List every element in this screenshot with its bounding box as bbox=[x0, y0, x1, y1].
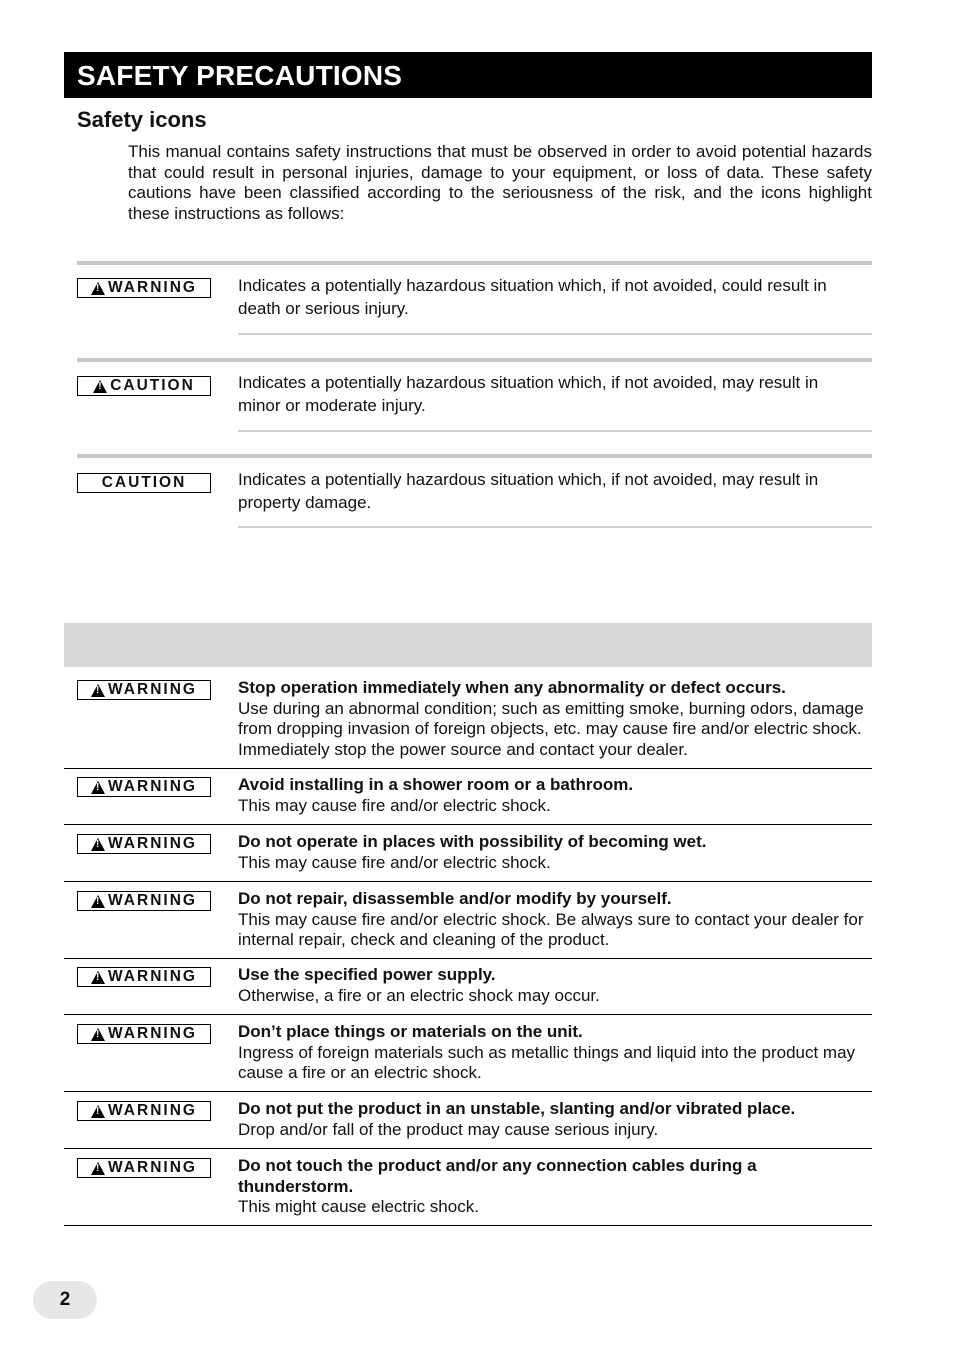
warning-item bbox=[238, 775, 874, 816]
definition-divider-bottom bbox=[238, 333, 872, 335]
warning-heading: Stop operation immediately when any abnormality or defect occurs. bbox=[238, 678, 786, 697]
label-text: WARNING bbox=[108, 835, 197, 852]
warning-body: Otherwise, a fire or an electric shock may occur. bbox=[238, 985, 600, 1005]
warning-heading: Do not operate in places with possibility of becoming wet. bbox=[238, 832, 707, 851]
page-number: 2 bbox=[59, 1289, 71, 1310]
warning-label bbox=[77, 1158, 211, 1178]
warning-label bbox=[77, 777, 211, 797]
section-heading-safety-icons: Safety icons bbox=[77, 107, 207, 132]
row-divider bbox=[64, 958, 872, 959]
label-text: WARNING bbox=[108, 681, 197, 698]
warning-triangle-icon bbox=[91, 282, 105, 295]
warning-label bbox=[77, 834, 211, 854]
warning-item bbox=[238, 889, 874, 951]
warning-triangle-icon bbox=[91, 781, 105, 794]
intro-paragraph: This manual contains safety instructions that must be observed in order to avoid potential hazards that could result in personal injuries, damage to your equipment, or loss of data. These safety cautions have been classified according to the seriousness of the risk, and the icons highlight these instructions as follows: bbox=[128, 142, 872, 223]
warning-item bbox=[238, 832, 874, 873]
warning-body: Ingress of foreign materials such as metallic things and liquid into the product may cause a fire or an electric shock. bbox=[238, 1042, 856, 1082]
warning-item bbox=[238, 678, 874, 760]
warning-triangle-icon bbox=[91, 1105, 105, 1118]
page-number-badge bbox=[33, 1281, 97, 1319]
warning-body: Drop and/or fall of the product may cause serious injury. bbox=[238, 1119, 659, 1139]
warning-label bbox=[77, 680, 211, 700]
warning-triangle-icon bbox=[91, 971, 105, 984]
definition-text-warning: Indicates a potentially hazardous situation which, if not avoided, could result in death or serious injury. bbox=[238, 276, 827, 318]
warning-label bbox=[77, 1101, 211, 1121]
warning-label bbox=[77, 1024, 211, 1044]
label-text: WARNING bbox=[108, 1102, 197, 1119]
definition-divider-top bbox=[77, 358, 872, 362]
caution-label bbox=[77, 376, 211, 396]
warning-label bbox=[77, 278, 211, 298]
warning-heading: Avoid installing in a shower room or a bathroom. bbox=[238, 775, 634, 794]
page-title: SAFETY PRECAUTIONS bbox=[77, 60, 403, 91]
warning-body: Use during an abnormal condition; such as emitting smoke, burning odors, damage from dropping invasion of foreign objects, etc. may cause fire and/or electric shock. Immediately stop the power source and contact your dealer. bbox=[238, 698, 864, 759]
warning-label bbox=[77, 891, 211, 911]
row-divider bbox=[64, 824, 872, 825]
warning-item bbox=[238, 965, 874, 1006]
warning-body: This may cause fire and/or electric shock. bbox=[238, 795, 551, 815]
warning-triangle-icon bbox=[91, 895, 105, 908]
label-text: WARNING bbox=[108, 279, 197, 296]
definition-divider-top bbox=[77, 261, 872, 265]
label-text: WARNING bbox=[108, 1025, 197, 1042]
section-band bbox=[64, 623, 872, 667]
label-text: WARNING bbox=[108, 778, 197, 795]
definition-divider-bottom bbox=[238, 526, 872, 528]
definition-divider-bottom bbox=[238, 430, 872, 432]
warning-body: This might cause electric shock. bbox=[238, 1197, 479, 1216]
warning-heading: Do not put the product in an unstable, slanting and/or vibrated place. bbox=[238, 1099, 796, 1118]
warning-triangle-icon bbox=[91, 1162, 105, 1175]
warning-body: This may cause fire and/or electric shock. bbox=[238, 852, 551, 872]
row-divider bbox=[64, 1148, 872, 1149]
row-divider bbox=[64, 1091, 872, 1092]
row-divider bbox=[64, 881, 872, 882]
label-text: WARNING bbox=[108, 968, 197, 985]
warning-heading: Do not touch the product and/or any connection cables during a thunderstorm. bbox=[238, 1156, 757, 1196]
row-divider bbox=[64, 768, 872, 769]
warning-item bbox=[238, 1099, 874, 1140]
warning-heading: Don’t place things or materials on the unit. bbox=[238, 1022, 583, 1041]
warning-heading: Use the specified power supply. bbox=[238, 965, 496, 984]
definition-divider-top bbox=[77, 454, 872, 458]
definition-text-caution: Indicates a potentially hazardous situation which, if not avoided, may result in minor or moderate injury. bbox=[238, 373, 819, 415]
caution-label-no-icon bbox=[77, 473, 211, 493]
warning-item bbox=[238, 1156, 874, 1218]
warning-triangle-icon bbox=[93, 380, 107, 393]
warning-triangle-icon bbox=[91, 1028, 105, 1041]
warning-triangle-icon bbox=[91, 684, 105, 697]
label-text: WARNING bbox=[108, 892, 197, 909]
label-text: WARNING bbox=[108, 1159, 197, 1176]
warning-body: This may cause fire and/or electric shock. Be always sure to contact your dealer for internal repair, check and cleaning of the product. bbox=[238, 909, 864, 949]
warning-label bbox=[77, 967, 211, 987]
definition-text-caution-property: Indicates a potentially hazardous situation which, if not avoided, may result in property damage. bbox=[238, 470, 819, 512]
row-divider bbox=[64, 1225, 872, 1226]
label-text: CAUTION bbox=[110, 377, 195, 394]
warning-heading: Do not repair, disassemble and/or modify by yourself. bbox=[238, 889, 672, 908]
label-text: CAUTION bbox=[101, 474, 187, 491]
warning-item bbox=[238, 1022, 874, 1084]
warning-triangle-icon bbox=[91, 838, 105, 851]
row-divider bbox=[64, 1014, 872, 1015]
page-title-bar bbox=[64, 52, 872, 98]
